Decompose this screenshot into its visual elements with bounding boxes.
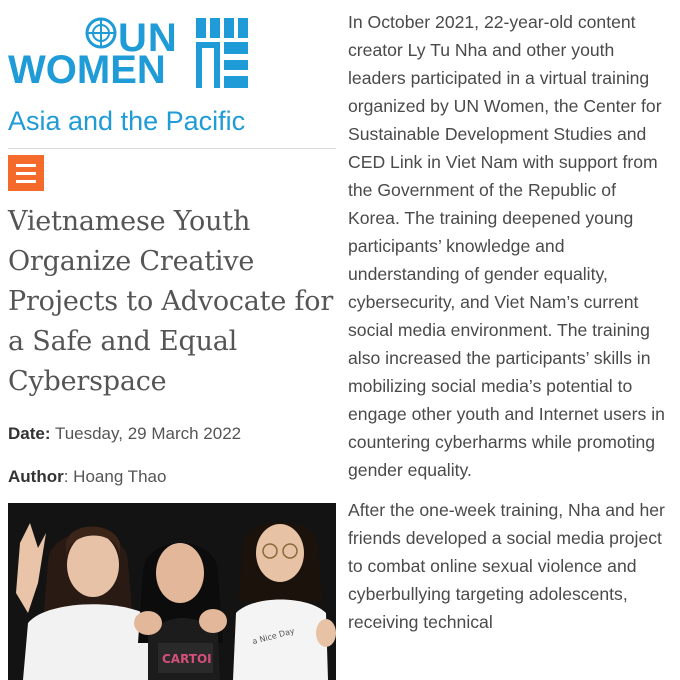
article-title: Vietnamese Youth Organize Creative Projects to Advocate for a Safe and Equal Cyberspace <box>8 206 334 397</box>
article-photo <box>8 503 336 680</box>
date-label: Date: <box>8 424 51 443</box>
date-value: Tuesday, 29 March 2022 <box>54 424 242 443</box>
divider <box>8 148 336 149</box>
author-value: Hoang Thao <box>73 467 167 486</box>
article-author <box>8 467 166 487</box>
svg-text:a Nice Day: a Nice Day <box>251 626 296 647</box>
women-emblem-icon <box>192 16 254 90</box>
logo-women-text: WOMEN <box>8 48 166 92</box>
article-body <box>348 8 672 648</box>
author-separator: : <box>63 467 74 486</box>
paragraph-1: In October 2021, 22-year-old content creator Ly Tu Nha and other youth leaders participated in a virtual training organized by UN Women, the Center for Sustainable Development Studies and CED Link in Viet Nam with support from the Government of the Republic of Korea. The training deepened young participants’ knowledge and understanding of gender equality, cybersecurity, and Viet Nam’s current social media environment. The training also increased the participants’ skills in mobilizing social media’s potential to engage other youth and Internet users in countering cyberharms while promoting gender equality. <box>348 12 665 480</box>
svg-text:CARTOI: CARTOI <box>162 652 212 666</box>
logo-un-text: UN <box>118 16 178 60</box>
left-column <box>8 0 336 680</box>
article-date <box>8 424 241 444</box>
un-women-logo[interactable] <box>8 10 258 92</box>
region-heading[interactable]: Asia and the Pacific <box>8 106 246 136</box>
hamburger-menu-icon[interactable] <box>8 155 44 191</box>
paragraph-2: After the one-week training, Nha and her friends developed a social media project to combat online sexual violence and cyberbullying targeting adolescents, receiving technical <box>348 500 665 632</box>
author-label: Author <box>8 467 64 486</box>
un-globe-icon <box>84 16 118 50</box>
